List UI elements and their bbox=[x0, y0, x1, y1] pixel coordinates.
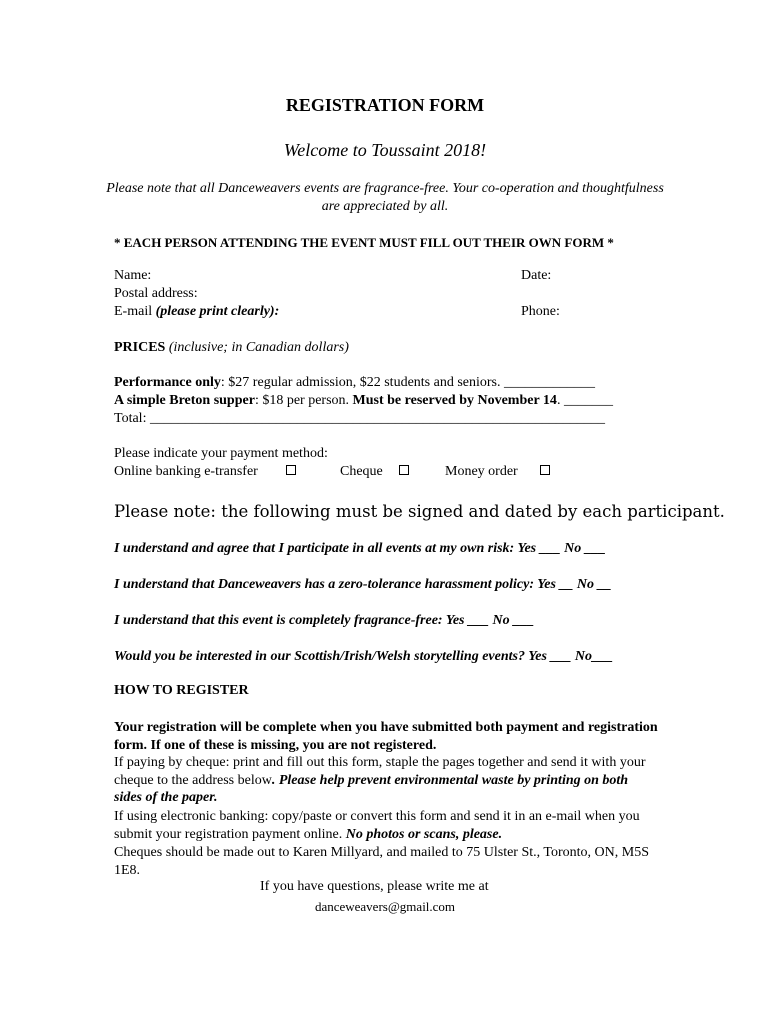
name-field-label: Name: bbox=[114, 268, 152, 283]
supper-price-line bbox=[114, 393, 613, 409]
money-order-checkbox[interactable] bbox=[540, 465, 550, 475]
how-to-register-heading: HOW TO REGISTER bbox=[114, 683, 249, 698]
email-field-label bbox=[114, 304, 279, 320]
total-line: Total: _________________________________________________________________ bbox=[114, 411, 605, 426]
supper-label: A simple Breton supper bbox=[114, 393, 255, 408]
payment-prompt: Please indicate your payment method: bbox=[114, 446, 328, 461]
online-banking-checkbox[interactable] bbox=[286, 465, 296, 475]
cheque-instructions-text: If paying by cheque: print and fill out this form, staple the pages together and send it with your cheque to the address below bbox=[114, 755, 646, 788]
payment-money-order-label: Money order bbox=[445, 464, 518, 479]
supper-deadline: Must be reserved by November 14 bbox=[352, 393, 557, 408]
prices-heading-text: PRICES bbox=[114, 340, 166, 355]
banking-instructions-text: If using electronic banking: copy/paste or convert this form and send it in an e-mail when you submit your registration payment online. bbox=[114, 809, 640, 842]
performance-price-line bbox=[114, 375, 595, 391]
question-fragrance: I understand that this event is completely fragrance-free: Yes ___ No ___ bbox=[114, 613, 535, 628]
registration-complete-text: Your registration will be complete when you have submitted both payment and registration form. If one of these is missing, you are not registered. bbox=[114, 720, 658, 753]
form-title: REGISTRATION FORM bbox=[285, 95, 485, 115]
question-storytelling: Would you be interested in our Scottish/Irish/Welsh storytelling events? Yes ___ No___ bbox=[114, 649, 613, 664]
sign-note: Please note: the following must be signed and dated by each participant. bbox=[114, 502, 725, 521]
email-hint: (please print clearly): bbox=[155, 304, 280, 319]
postal-address-label: Postal address: bbox=[114, 286, 198, 301]
date-field-label: Date: bbox=[521, 268, 552, 283]
print-both-sides-note: . Please help prevent environmental waste by printing on both sides of the paper. bbox=[114, 772, 629, 805]
each-person-notice: * EACH PERSON ATTENDING THE EVENT MUST FILL OUT THEIR OWN FORM * bbox=[114, 235, 614, 250]
performance-label: Performance only bbox=[114, 375, 221, 390]
questions-line: If you have questions, please write me at bbox=[260, 879, 489, 894]
contact-email[interactable]: danceweavers@gmail.com bbox=[314, 899, 456, 914]
phone-field-label: Phone: bbox=[521, 304, 560, 319]
prices-subheading: (inclusive; in Canadian dollars) bbox=[168, 340, 349, 355]
supper-price-text: : $18 per person. bbox=[254, 393, 353, 408]
email-label-text: E-mail bbox=[114, 304, 153, 319]
banking-instructions bbox=[114, 808, 659, 843]
cheque-payee-address: Cheques should be made out to Karen Millyard, and mailed to 75 Ulster St., Toronto, ON, M5S 1E8. bbox=[114, 845, 649, 878]
payment-cheque-label: Cheque bbox=[340, 464, 383, 479]
cheque-instructions bbox=[114, 754, 659, 807]
payment-online-label: Online banking e-transfer bbox=[114, 464, 258, 479]
question-harassment: I understand that Danceweavers has a zero-tolerance harassment policy: Yes __ No __ bbox=[114, 577, 612, 592]
supper-blank: . _______ bbox=[556, 393, 613, 408]
question-risk: I understand and agree that I participate in all events at my own risk: Yes ___ No ___ bbox=[114, 541, 606, 556]
prices-heading bbox=[114, 340, 349, 356]
no-photos-note: No photos or scans, please. bbox=[345, 826, 503, 842]
performance-price-text: : $27 regular admission, $22 students and seniors. _____________ bbox=[220, 375, 595, 390]
welcome-heading: Welcome to Toussaint 2018! bbox=[283, 140, 487, 160]
cheque-checkbox[interactable] bbox=[399, 465, 409, 475]
fragrance-note: Please note that all Danceweavers events are fragrance-free. Your co-operation and thoughtfulness are appreciated by all. bbox=[106, 181, 664, 214]
